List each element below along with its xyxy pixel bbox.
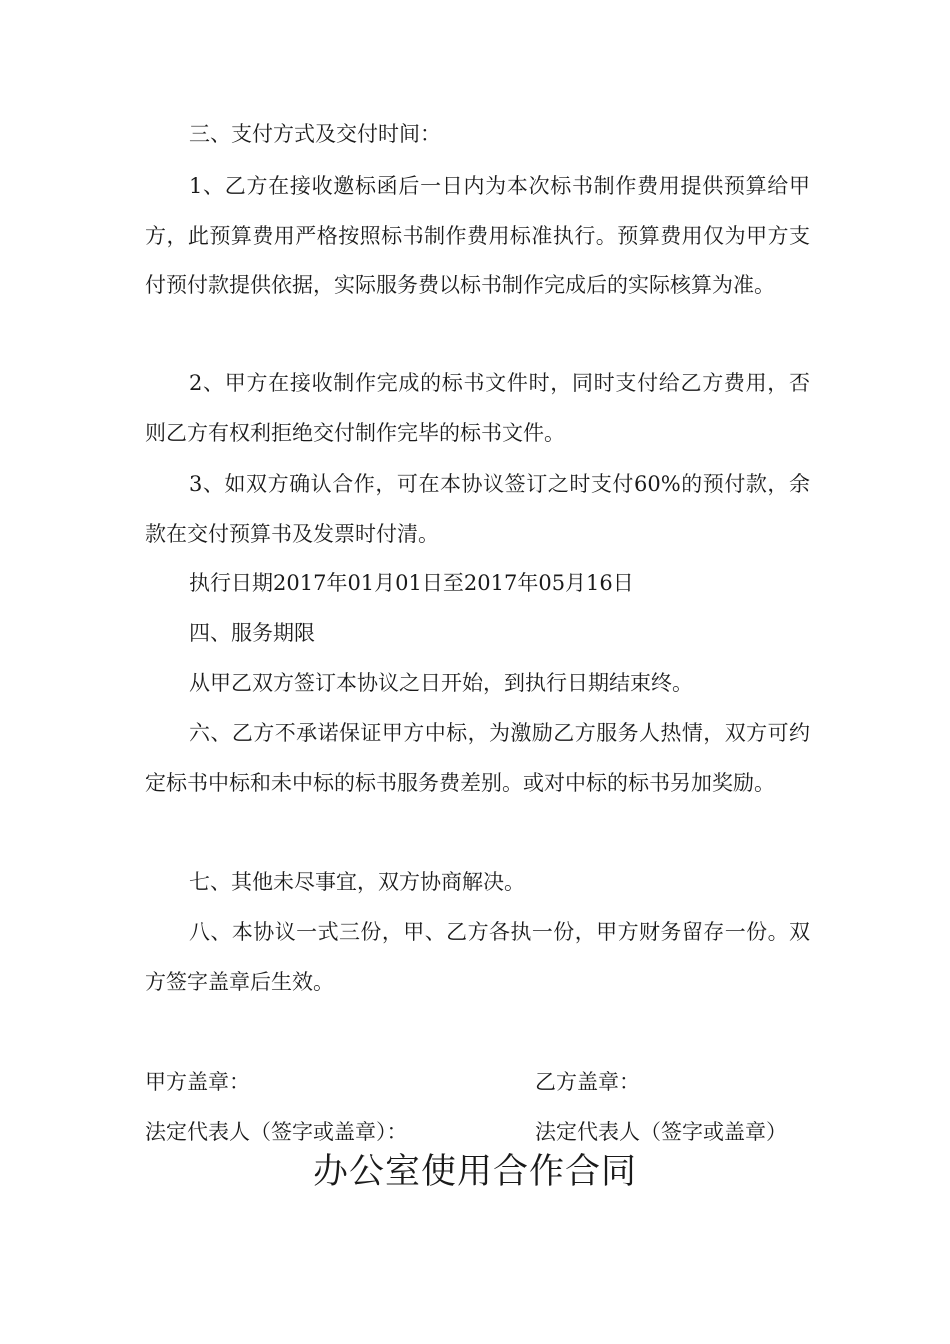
- next-document-title: 办公室使用合作合同: [312, 1152, 637, 1192]
- clause-8: 八、本协议一式三份，甲、乙方各执一份，甲方财务留存一份。双方签字盖章后生效。: [145, 920, 810, 994]
- payment-item-3: 3、如双方确认合作，可在本协议签订之时支付60%的预付款，余款在交付预算书及发票时付清。: [145, 472, 810, 546]
- section-payment-heading: 三、支付方式及交付时间：: [189, 122, 441, 146]
- section-term-heading: 四、服务期限: [189, 621, 315, 645]
- payment-item-1: 1、乙方在接收邀标函后一日内为本次标书制作费用提供预算给甲方，此预算费用严格按照标书制作费用标准执行。预算费用仅为甲方支付预付款提供依据，实际服务费以标书制作完成后的实际核算为准。: [145, 174, 810, 297]
- party-b-representative-label: 法定代表人（签字或盖章）: [535, 1120, 787, 1144]
- party-a-seal-label: 甲方盖章：: [145, 1070, 250, 1094]
- clause-7: 七、其他未尽事宜，双方协商解决。: [189, 870, 525, 894]
- payment-item-2: 2、甲方在接收制作完成的标书文件时，同时支付给乙方费用，否则乙方有权利拒绝交付制作完毕的标书文件。: [145, 371, 810, 445]
- party-a-representative-label: 法定代表人（签字或盖章）：: [145, 1120, 408, 1144]
- clause-6: 六、乙方不承诺保证甲方中标，为激励乙方服务人热情，双方可约定标书中标和未中标的标书服务费差别。或对中标的标书另加奖励。: [145, 721, 810, 795]
- execution-date: 执行日期2017年01月01日至2017年05月16日: [189, 571, 634, 595]
- party-b-seal-label: 乙方盖章：: [535, 1070, 640, 1094]
- term-text: 从甲乙双方签订本协议之日开始，到执行日期结束终。: [189, 671, 693, 695]
